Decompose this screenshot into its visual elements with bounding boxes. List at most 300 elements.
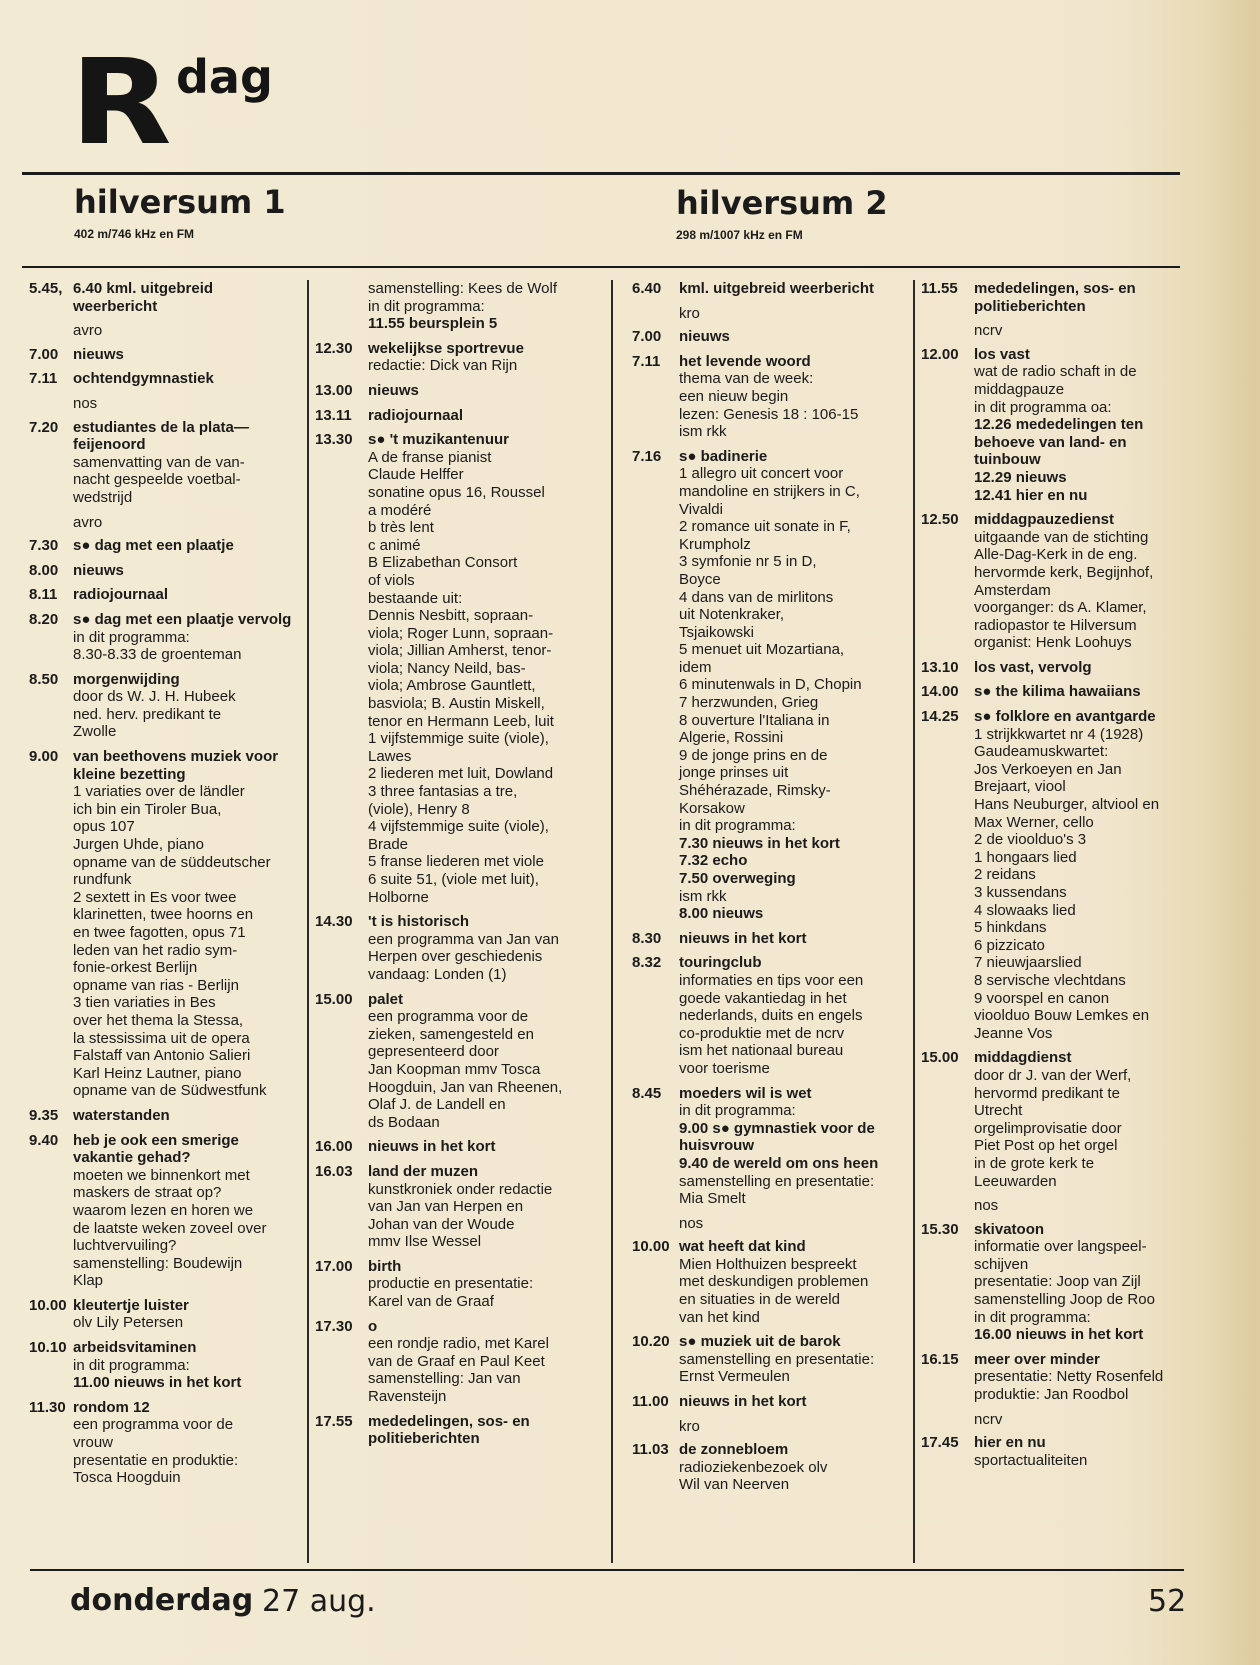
program-title: nieuws xyxy=(73,561,124,579)
program-detail-line: 7.32 echo xyxy=(679,852,748,870)
station-2-freq: 298 m/1007 kHz en FM xyxy=(676,228,803,242)
program-detail-line: Mien Holthuizen bespreekt xyxy=(679,1255,857,1273)
program-title: skivatoon xyxy=(974,1220,1045,1238)
program-title: morgenwijding xyxy=(73,670,180,688)
program-title: nieuws in het kort xyxy=(368,1138,496,1156)
program-entry xyxy=(632,1238,907,1326)
program-detail-line: Jos Verkoeyen en Jan xyxy=(974,760,1122,778)
station-rule xyxy=(22,266,1180,268)
program-detail-line: 1 strijkkwartet nr 4 (1928) xyxy=(974,725,1144,743)
station-2-name: hilversum 2 xyxy=(676,184,888,222)
program-entry xyxy=(29,537,301,555)
program-detail-line: radioziekenbezoek olv xyxy=(679,1458,828,1476)
program-detail-line: vioolduo Bouw Lemkes en xyxy=(974,1007,1150,1025)
program-entry xyxy=(315,1258,605,1311)
program-time: 10.00 xyxy=(632,1238,670,1256)
program-title: kleutertje luister xyxy=(73,1296,189,1314)
program-detail-line: viola; Roger Lunn, sopraan- xyxy=(368,624,554,642)
program-time xyxy=(315,280,368,333)
program-detail-line: 8.30-8.33 de groenteman xyxy=(73,646,242,664)
program-detail-line: redactie: Dick van Rijn xyxy=(368,357,518,375)
program-entry xyxy=(29,586,301,604)
program-time: 9.00 xyxy=(29,748,59,766)
program-time: 16.15 xyxy=(921,1350,959,1368)
program-detail-line: 5 hinkdans xyxy=(974,919,1047,937)
program-detail-line: in de grote kerk te xyxy=(974,1154,1095,1172)
program-text xyxy=(679,328,907,346)
program-text xyxy=(974,659,1191,677)
program-title: de zonnebloem xyxy=(679,1441,789,1459)
footer-day: donderdag xyxy=(70,1583,254,1618)
program-time: 5.45, xyxy=(29,280,63,297)
program-text xyxy=(73,346,301,364)
program-detail-line: 3 three fantasias a tre, xyxy=(368,783,518,801)
program-text xyxy=(368,1163,605,1251)
program-detail-line: Brade xyxy=(368,835,409,853)
program-time: 13.10 xyxy=(921,658,959,676)
program-detail-line: 9 de jonge prins en de xyxy=(679,746,828,764)
program-detail-line: nacht gespeelde voetbal- xyxy=(73,471,241,489)
program-text xyxy=(368,1413,605,1448)
program-detail-line: 4 vijfstemmige suite (viole), xyxy=(368,818,549,836)
program-text xyxy=(974,1434,1191,1469)
program-detail-line: samenstelling en presentatie: xyxy=(679,1350,875,1368)
program-time: 12.50 xyxy=(921,511,959,529)
program-detail-line: presentatie: Joop van Zijl xyxy=(974,1273,1141,1291)
program-entry xyxy=(315,407,605,425)
program-detail-line: 16.00 nieuws in het kort xyxy=(974,1326,1144,1344)
program-title: s● badinerie xyxy=(679,447,768,465)
program-detail-line: 9.40 de wereld om ons heen xyxy=(679,1154,879,1172)
program-detail-line: hervormd predikant te xyxy=(974,1084,1120,1102)
program-text xyxy=(73,671,301,741)
program-detail-line: 1 variaties over de ländler xyxy=(73,783,245,801)
program-time: 9.40 xyxy=(29,1131,59,1149)
program-detail-line: Alle-Dag-Kerk in de eng. xyxy=(974,546,1138,564)
program-time: 8.11 xyxy=(29,586,58,604)
program-detail-line: voorganger: ds A. Klamer, xyxy=(974,599,1147,617)
program-title: meer over minder xyxy=(974,1350,1100,1368)
program-time: 11.00 xyxy=(632,1393,669,1411)
program-text xyxy=(974,1351,1191,1404)
program-entry xyxy=(315,1163,605,1251)
program-text xyxy=(368,280,605,333)
program-detail-line: sportactualiteiten xyxy=(974,1451,1088,1469)
program-entry xyxy=(632,1333,907,1386)
program-detail-line: 6 pizzicato xyxy=(974,936,1045,954)
bleed-through xyxy=(630,48,1150,198)
broadcaster-label: avro xyxy=(73,513,103,531)
program-entry xyxy=(921,708,1191,1042)
program-text xyxy=(974,280,1191,315)
program-detail-line: 9.00 s● gymnastiek voor de huisvrouw xyxy=(679,1119,875,1155)
program-detail-line: wedstrijd xyxy=(73,488,133,506)
program-detail-line: co-produktie met de ncrv xyxy=(679,1024,845,1042)
program-detail-line: opname van rias - Berlijn xyxy=(73,976,239,994)
program-detail-line: samenstelling en presentatie: xyxy=(679,1172,875,1190)
program-detail-line: Jan Koopman mmv Tosca xyxy=(368,1060,541,1078)
program-title: mededelingen, sos- en politieberichten xyxy=(368,1412,530,1448)
program-text xyxy=(679,1238,907,1326)
program-detail-line: 8.00 nieuws xyxy=(679,905,764,923)
program-entry xyxy=(315,1318,605,1406)
program-detail-line: Johan van der Woude xyxy=(368,1215,515,1233)
program-detail-line: samenvatting van de van- xyxy=(73,453,245,471)
program-detail-line: opname van de süddeutscher xyxy=(73,853,271,871)
program-detail-line: samenstelling: Boudewijn xyxy=(73,1254,243,1272)
program-title: s● dag met een plaatje vervolg xyxy=(73,610,292,628)
program-detail-line: informatie over langspeel- xyxy=(974,1238,1147,1256)
broadcaster-label: ncrv xyxy=(974,322,1003,340)
program-title: nieuws xyxy=(679,328,730,346)
program-detail-line: Boyce xyxy=(679,570,721,588)
program-text xyxy=(73,1339,301,1392)
program-detail-line: Herpen over geschiedenis xyxy=(368,948,543,966)
program-title: estudiantes de la plata— feijenoord xyxy=(73,418,249,454)
program-detail-line: een programma van Jan van xyxy=(368,930,559,948)
program-detail-line: Klap xyxy=(73,1272,104,1290)
program-detail-line: Jeanne Vos xyxy=(974,1024,1053,1042)
program-entry xyxy=(315,382,605,400)
program-detail-line: (viole), Henry 8 xyxy=(368,800,470,818)
program-detail-line: 2 liederen met luit, Dowland xyxy=(368,765,554,783)
program-detail-line: presentatie en produktie: xyxy=(73,1451,239,1469)
program-title: 't is historisch xyxy=(368,913,470,931)
program-detail-line: 1 vijfstemmige suite (viole), xyxy=(368,730,549,748)
program-title: land der muzen xyxy=(368,1162,479,1180)
program-text xyxy=(974,1049,1191,1190)
program-title: s● 't muzikantenuur xyxy=(368,431,509,449)
broadcaster-label: avro xyxy=(73,322,103,340)
program-entry xyxy=(315,280,605,333)
program-time: 7.11 xyxy=(632,352,661,370)
program-entry xyxy=(29,370,301,388)
program-detail-line: informaties en tips voor een xyxy=(679,971,864,989)
program-detail-line: A de franse pianist xyxy=(368,448,492,466)
program-detail-line: presentatie: Netty Rosenfeld xyxy=(974,1368,1164,1386)
program-time: 10.20 xyxy=(632,1333,670,1351)
program-entry xyxy=(29,1399,301,1487)
program-detail-line: een programma voor de xyxy=(368,1008,529,1026)
station-1-freq: 402 m/746 kHz en FM xyxy=(74,227,195,241)
program-detail-line: c animé xyxy=(368,536,421,554)
program-time: 14.30 xyxy=(315,913,353,931)
program-title: ochtendgymnastiek xyxy=(73,370,214,388)
column-divider-2 xyxy=(611,280,613,1563)
program-title: birth xyxy=(368,1257,402,1275)
program-time: 13.00 xyxy=(315,381,353,399)
program-detail-line: 8 servische vlechtdans xyxy=(974,971,1126,989)
program-detail-line: 2 de vioolduo's 3 xyxy=(974,831,1087,849)
program-time: 6.40 xyxy=(632,280,662,297)
program-detail-line: 2 sextett in Es voor twee xyxy=(73,888,237,906)
program-detail-line: in dit programma: xyxy=(679,1102,796,1120)
program-detail-line: 7 herzwunden, Grieg xyxy=(679,694,819,712)
program-detail-line: de laatste weken zoveel over xyxy=(73,1219,267,1237)
program-text xyxy=(368,913,605,983)
program-text xyxy=(73,562,301,580)
schedule-column-3 xyxy=(632,280,907,1501)
program-detail-line: Utrecht xyxy=(974,1102,1023,1120)
program-time: 14.25 xyxy=(921,708,959,726)
program-detail-line: luchtvervuiling? xyxy=(73,1237,177,1255)
program-detail-line: in dit programma: xyxy=(73,1356,190,1374)
program-entry xyxy=(921,1434,1191,1469)
program-entry xyxy=(315,1413,605,1448)
program-detail-line: Amsterdam xyxy=(974,581,1051,599)
program-text xyxy=(73,748,301,1100)
program-entry xyxy=(632,448,907,923)
program-time: 12.00 xyxy=(921,345,959,363)
program-detail-line: moeten we binnenkort met xyxy=(73,1166,250,1184)
program-detail-line: 3 kussendans xyxy=(974,884,1067,901)
program-time: 11.03 xyxy=(632,1441,669,1459)
program-entry xyxy=(632,930,907,948)
program-detail-line: rundfunk xyxy=(73,871,132,889)
program-detail-line: middagpauze xyxy=(974,380,1065,398)
program-detail-line: 2 romance uit sonate in F, xyxy=(679,518,851,536)
program-detail-line: la stessissima uit de opera xyxy=(73,1029,250,1047)
top-rule xyxy=(22,172,1180,175)
program-detail-line: vrouw xyxy=(73,1434,114,1452)
program-time: 7.30 xyxy=(29,537,59,555)
program-title: arbeidsvitaminen xyxy=(73,1339,197,1357)
program-entry xyxy=(315,431,605,906)
program-detail-line: b très lent xyxy=(368,519,434,537)
program-detail-line: een nieuw begin xyxy=(679,387,789,405)
program-title: s● the kilima hawaiians xyxy=(974,683,1141,701)
program-detail-line: 12.41 hier en nu xyxy=(974,486,1088,504)
program-entry xyxy=(29,748,301,1100)
program-detail-line: waarom lezen en horen we xyxy=(73,1201,254,1219)
program-detail-line: Korsakow xyxy=(679,799,745,817)
station-1-name: hilversum 1 xyxy=(74,183,286,221)
program-detail-line: Max Werner, cello xyxy=(974,813,1094,831)
program-time: 8.45 xyxy=(632,1084,662,1102)
program-detail-line: en twee fagotten, opus 71 xyxy=(73,924,246,941)
program-detail-line: sonatine opus 16, Roussel xyxy=(368,483,545,501)
program-detail-line: in dit programma: xyxy=(368,297,485,315)
program-text xyxy=(73,611,301,664)
program-detail-line: opus 107 xyxy=(73,818,135,836)
program-detail-line: in dit programma: xyxy=(679,817,796,835)
program-detail-line: Claude Helffer xyxy=(368,466,464,484)
program-title: wat heeft dat kind xyxy=(679,1238,806,1256)
program-detail-line: viola; Nancy Neild, bas- xyxy=(368,659,526,677)
program-time: 14.00 xyxy=(921,683,959,701)
program-detail-line: orgelimprovisatie door xyxy=(974,1119,1122,1137)
program-detail-line: opname van de Südwestfunk xyxy=(73,1082,267,1100)
program-text xyxy=(679,1441,907,1494)
program-detail-line: kunstkroniek onder redactie xyxy=(368,1180,553,1198)
program-time: 11.55 xyxy=(921,280,958,297)
column-divider-3 xyxy=(913,280,915,1563)
page-number: 52 xyxy=(1148,1584,1187,1619)
program-title: het levende woord xyxy=(679,352,811,370)
program-detail-line: Jurgen Uhde, piano xyxy=(73,836,204,854)
program-detail-line: of viols xyxy=(368,571,415,589)
program-entry xyxy=(921,659,1191,677)
program-title: 6.40 kml. uitgebreid weerbericht xyxy=(73,280,214,315)
program-title: touringclub xyxy=(679,954,762,972)
program-detail-line: Hoogduin, Jan van Rheenen, xyxy=(368,1078,563,1096)
program-time: 8.30 xyxy=(632,929,662,947)
program-title: los vast xyxy=(974,345,1030,363)
program-title: hier en nu xyxy=(974,1434,1046,1452)
program-entry xyxy=(29,1297,301,1332)
program-detail-line: zieken, samengesteld en xyxy=(368,1025,534,1043)
program-title: moeders wil is wet xyxy=(679,1084,812,1102)
broadcaster-label: kro xyxy=(679,1417,700,1435)
program-text xyxy=(974,346,1191,504)
program-entry xyxy=(632,1441,907,1494)
program-detail-line: a modéré xyxy=(368,501,432,519)
program-title: palet xyxy=(368,990,404,1008)
program-time: 17.55 xyxy=(315,1412,353,1430)
program-text xyxy=(73,537,301,555)
program-title: radiojournaal xyxy=(368,406,464,424)
program-detail-line: mmv Ilse Wessel xyxy=(368,1233,482,1251)
program-text xyxy=(974,683,1191,701)
program-text xyxy=(679,1333,907,1386)
program-detail-line: ich bin ein Tiroler Bua, xyxy=(73,800,222,818)
program-detail-line: thema van de week: xyxy=(679,370,814,388)
program-detail-line: Krumpholz xyxy=(679,535,751,553)
program-title: s● dag met een plaatje xyxy=(73,537,234,555)
program-time: 17.45 xyxy=(921,1434,959,1452)
program-detail-line: 4 slowaaks lied xyxy=(974,901,1076,919)
program-detail-line: ned. herv. predikant te xyxy=(73,705,222,723)
program-detail-line: ism rkk xyxy=(679,423,727,441)
program-detail-line: leden van het radio sym- xyxy=(73,941,238,959)
program-title: o xyxy=(368,1317,378,1335)
program-detail-line: Karl Heinz Lautner, piano xyxy=(73,1064,242,1082)
program-detail-line: klarinetten, twee hoorns en xyxy=(73,906,254,924)
program-time: 12.30 xyxy=(315,339,353,357)
program-detail-line: Dennis Nesbitt, sopraan- xyxy=(368,607,534,625)
program-detail-line: gepresenteerd door xyxy=(368,1043,499,1061)
program-text xyxy=(368,431,605,906)
program-detail-line: schijven xyxy=(974,1255,1029,1273)
program-title: nieuws in het kort xyxy=(679,929,807,947)
program-detail-line: Brejaart, viool xyxy=(974,778,1066,796)
program-detail-line: tenor en Hermann Leeb, luit xyxy=(368,712,554,730)
program-entry xyxy=(921,1221,1191,1344)
program-detail-line: mandoline en strijkers in C, xyxy=(679,482,860,500)
program-time: 13.30 xyxy=(315,431,353,449)
program-time: 7.00 xyxy=(29,345,59,363)
program-detail-line: uit Notenkraker, xyxy=(679,606,785,624)
broadcaster-label: nos xyxy=(974,1197,999,1215)
program-title: radiojournaal xyxy=(73,586,169,604)
program-entry xyxy=(632,954,907,1077)
bottom-rule xyxy=(30,1569,1184,1571)
program-detail-line: viola; Ambrose Gauntlett, xyxy=(368,677,536,695)
program-detail-line: Shéhérazade, Rimsky- xyxy=(679,782,831,800)
program-title: waterstanden xyxy=(73,1106,170,1124)
program-text xyxy=(974,708,1191,1042)
program-detail-line: 9 voorspel en canon xyxy=(974,989,1110,1007)
program-detail-line: Zwolle xyxy=(73,723,117,741)
program-time: 7.20 xyxy=(29,418,59,436)
program-entry xyxy=(921,511,1191,652)
program-entry xyxy=(29,1107,301,1125)
program-detail-line: 12.29 nieuws xyxy=(974,468,1067,486)
program-title: wekelijkse sportrevue xyxy=(368,339,524,357)
footer-date: 27 aug. xyxy=(262,1584,376,1619)
program-entry xyxy=(29,562,301,580)
program-detail-line: in dit programma: xyxy=(974,1308,1091,1326)
program-text xyxy=(679,930,907,948)
program-detail-line: B Elizabethan Consort xyxy=(368,554,518,572)
program-detail-line: 5 menuet uit Mozartiana, xyxy=(679,641,845,659)
program-text xyxy=(679,954,907,1077)
program-detail-line: ism rkk xyxy=(679,887,727,905)
program-detail-line: 7 nieuwjaarslied xyxy=(974,954,1082,972)
program-detail-line: van het kind xyxy=(679,1308,760,1326)
program-detail-line: 2 reidans xyxy=(974,866,1036,884)
program-detail-line: samenstelling: Kees de Wolf xyxy=(368,280,557,297)
logo-word: dag xyxy=(176,50,273,104)
program-detail-line: goede vakantiedag in het xyxy=(679,989,847,1007)
program-time: 17.30 xyxy=(315,1317,353,1335)
program-detail-line: Piet Post op het orgel xyxy=(974,1137,1118,1155)
program-detail-line: een programma voor de xyxy=(73,1416,234,1434)
program-entry xyxy=(632,328,907,346)
program-entry xyxy=(29,1132,301,1290)
program-detail-line: 4 dans van de mirlitons xyxy=(679,588,834,606)
program-text xyxy=(73,1399,301,1487)
program-text xyxy=(974,511,1191,652)
program-time: 13.11 xyxy=(315,406,352,424)
program-text xyxy=(679,1393,907,1411)
program-title: s● muziek uit de barok xyxy=(679,1333,841,1351)
program-title: mededelingen, sos- en politieberichten xyxy=(974,280,1136,315)
column-divider-1 xyxy=(307,280,309,1563)
program-entry xyxy=(921,683,1191,701)
program-detail-line: productie en presentatie: xyxy=(368,1275,534,1293)
program-time: 7.11 xyxy=(29,370,58,388)
program-detail-line: 1 hongaars lied xyxy=(974,848,1077,866)
program-detail-line: in dit programma oa: xyxy=(974,398,1112,416)
program-detail-line: Karel van de Graaf xyxy=(368,1293,494,1311)
program-entry xyxy=(921,1351,1191,1404)
program-entry xyxy=(921,346,1191,504)
program-entry xyxy=(632,280,907,298)
program-time: 15.00 xyxy=(315,990,353,1008)
program-detail-line: lezen: Genesis 18 : 106-15 xyxy=(679,405,859,423)
program-time: 8.32 xyxy=(632,954,662,972)
program-text xyxy=(368,1318,605,1406)
program-title: nieuws xyxy=(368,381,419,399)
program-text xyxy=(368,382,605,400)
program-detail-line: hervormde kerk, Begijnhof, xyxy=(974,563,1154,581)
program-title: nieuws xyxy=(73,345,124,363)
program-text xyxy=(679,448,907,923)
program-entry xyxy=(29,1339,301,1392)
program-text xyxy=(73,586,301,604)
program-title: kml. uitgebreid weerbericht xyxy=(679,280,875,297)
program-title: van beethovens muziek voor kleine bezetting xyxy=(73,748,279,783)
program-detail-line: 11.55 beursplein 5 xyxy=(368,315,498,333)
program-detail-line: jonge prinses uit xyxy=(679,764,789,782)
program-time: 17.00 xyxy=(315,1257,353,1275)
program-detail-line: Algerie, Rossini xyxy=(679,729,784,747)
program-detail-line: van Jan van Herpen en xyxy=(368,1198,524,1216)
program-entry xyxy=(29,419,301,507)
program-entry xyxy=(315,340,605,375)
program-detail-line: 7.30 nieuws in het kort xyxy=(679,834,840,852)
